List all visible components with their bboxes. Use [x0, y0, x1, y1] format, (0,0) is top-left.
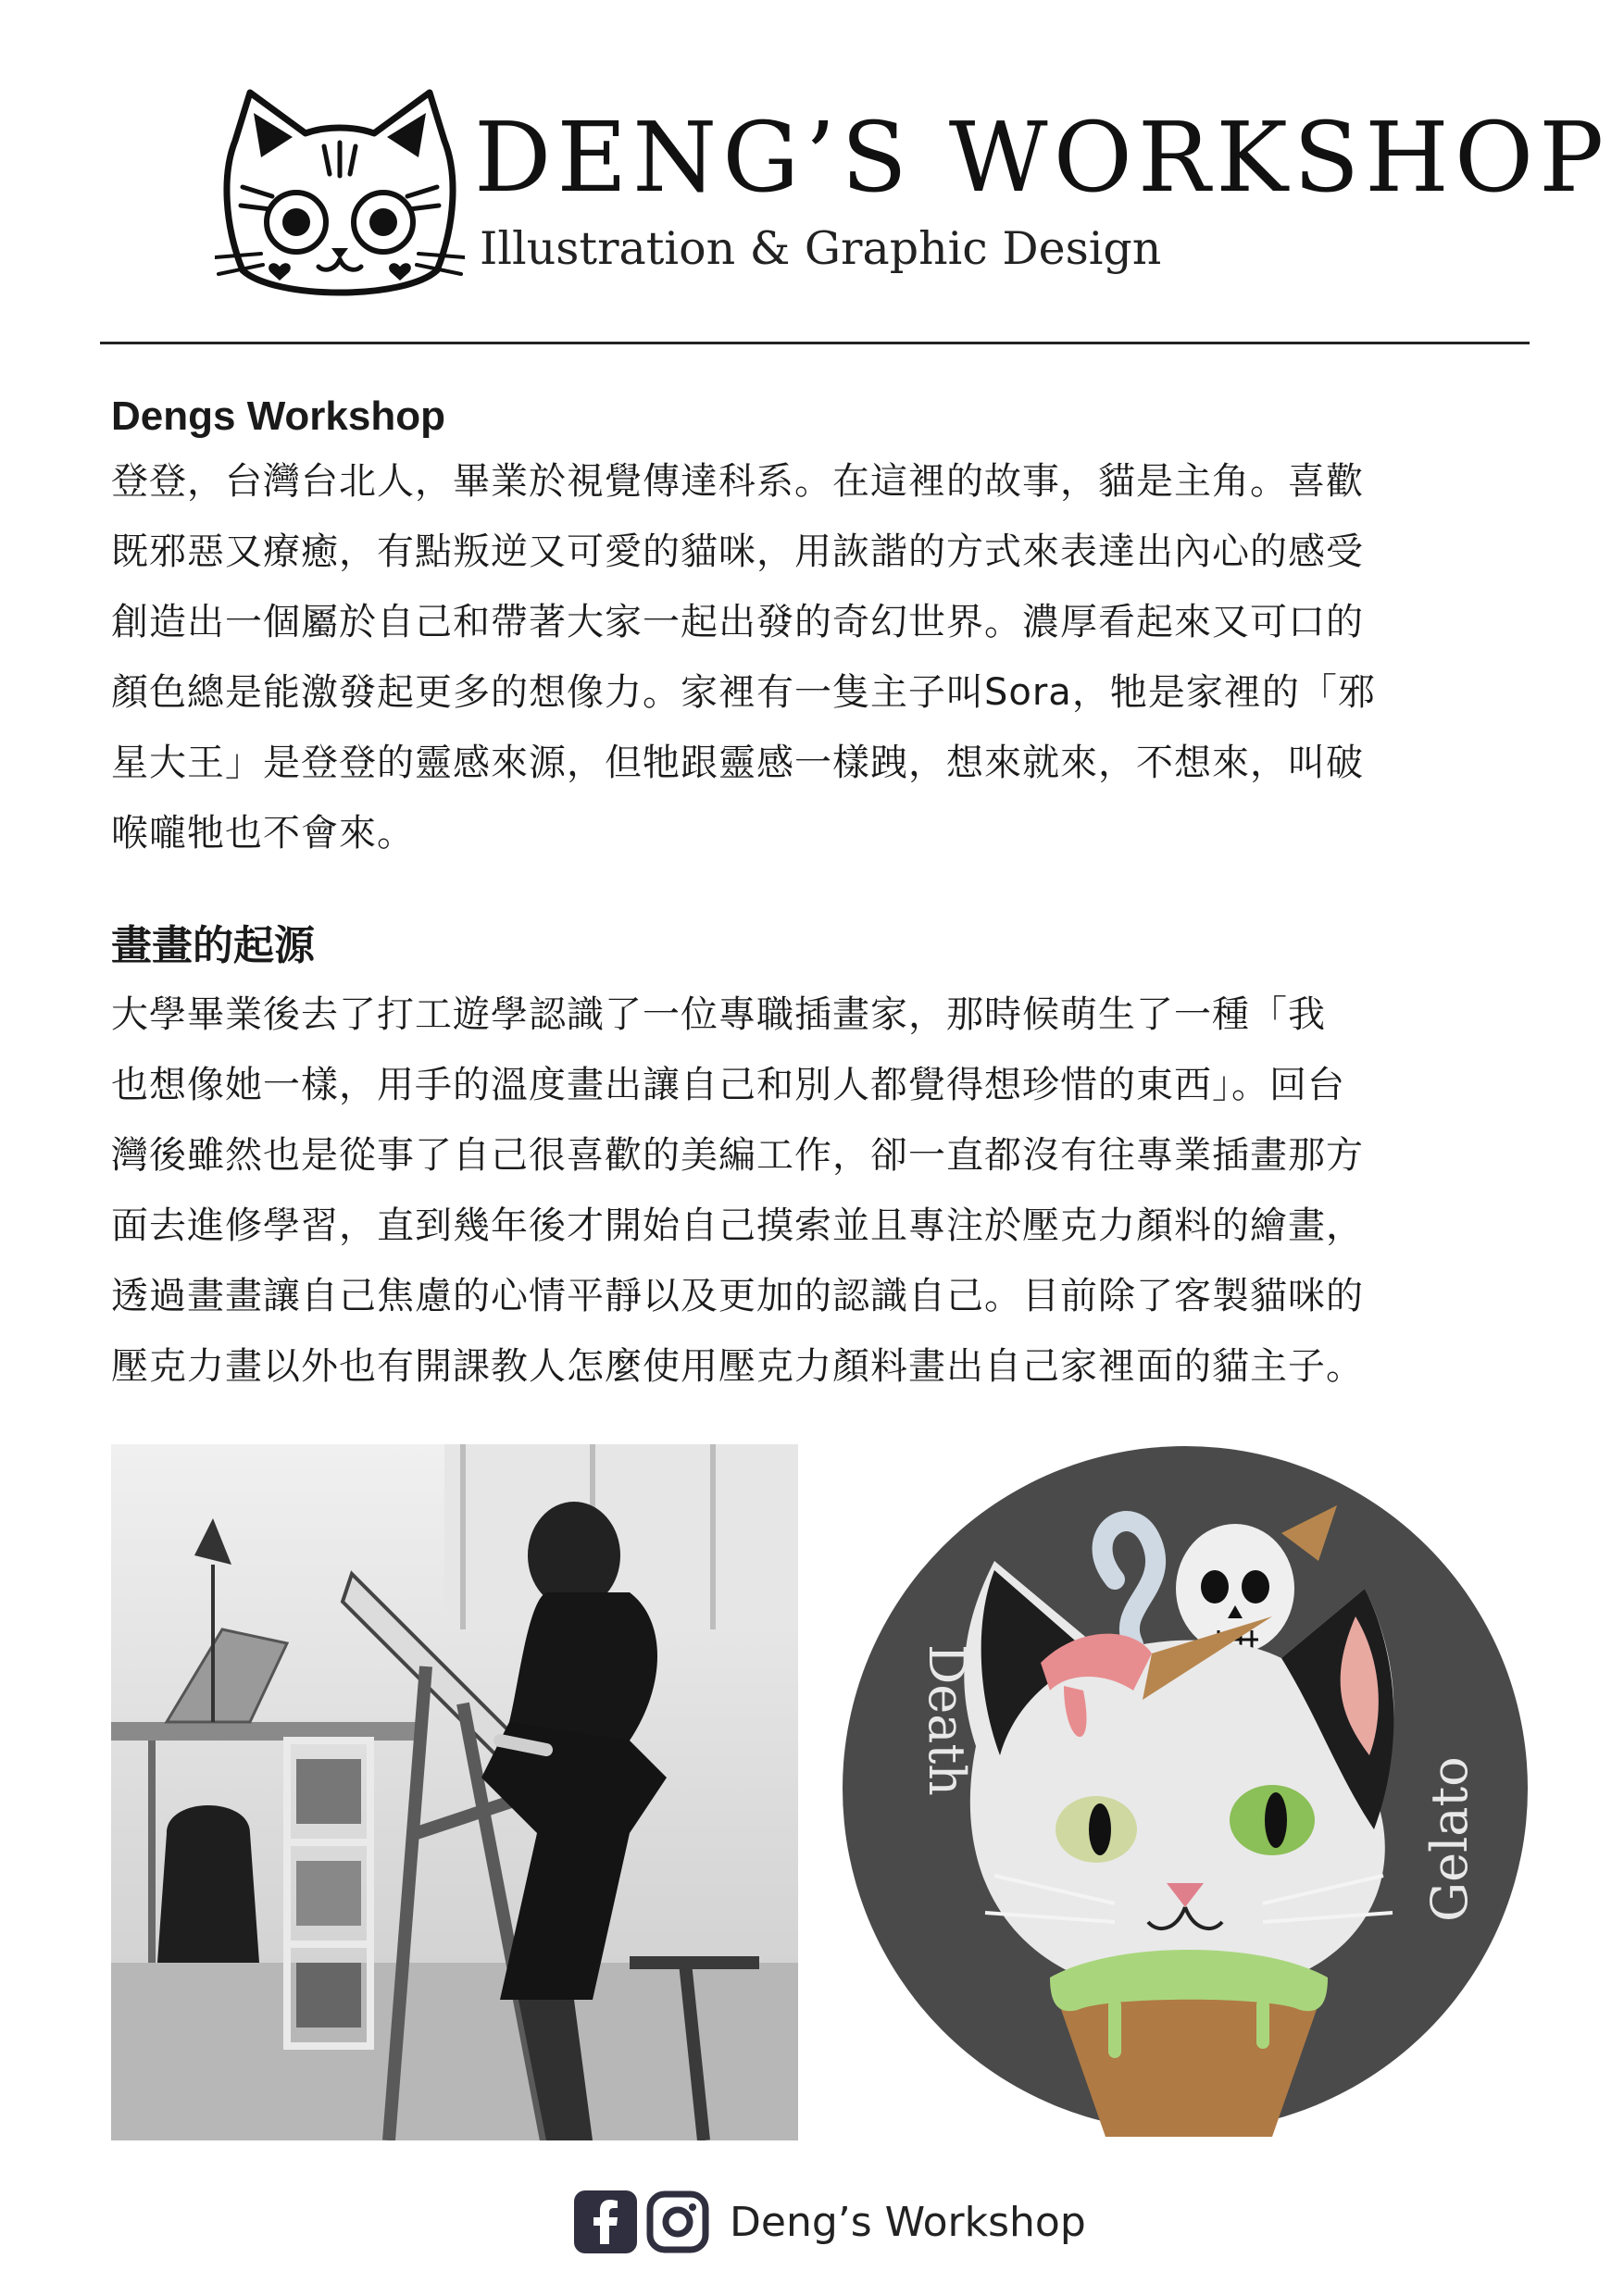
death-gelato-painting [837, 1441, 1533, 2137]
brand-title: DENG’S WORKSHOP [474, 101, 1610, 214]
brand-subtitle: Illustration & Graphic Design [480, 222, 1162, 275]
origin-line: 也想像她一樣，用手的溫度畫出讓自己和別人都覺得想珍惜的東西」。回台 [111, 1064, 1345, 1106]
origin-line: 透過畫畫讓自己焦慮的心情平靜以及更加的認識自己。目前除了客製貓咪的 [111, 1275, 1364, 1317]
painting-text-death: Death [918, 1644, 976, 1796]
intro-line: 星大王」是登登的靈感來源，但牠跟靈感一樣跩，想來就來，不想來，叫破 [111, 742, 1364, 784]
intro-line: 顏色總是能激發起更多的想像力。家裡有一隻主子叫Sora，牠是家裡的「邪 [111, 671, 1376, 714]
header-divider [100, 342, 1530, 344]
social-footer [574, 2185, 1086, 2259]
origin-line: 面去進修學習，直到幾年後才開始自己摸索並且專注於壓克力顏料的繪畫， [111, 1204, 1364, 1247]
origin-paragraph [111, 980, 1518, 1402]
origin-line: 大學畢業後去了打工遊學認識了一位專職插畫家，那時候萌生了一種「我 [111, 993, 1326, 1036]
intro-paragraph [111, 446, 1518, 868]
intro-line: 喉嚨牠也不會來。 [111, 812, 415, 855]
footer-label: Deng’s Workshop [730, 2198, 1086, 2246]
intro-line: 登登，台灣台北人，畢業於視覺傳達科系。在這裡的故事，貓是主角。喜歡 [111, 460, 1364, 503]
origin-line: 壓克力畫以外也有開課教人怎麼使用壓克力顏料畫出自己家裡面的貓主子。 [111, 1345, 1364, 1388]
intro-line: 既邪惡又療癒，有點叛逆又可愛的貓咪，用詼諧的方式來表達出內心的感受 [111, 530, 1364, 573]
intro-heading: Dengs Workshop [111, 393, 446, 439]
painting-text-gelato: Gelato [1420, 1756, 1479, 1922]
intro-line: 創造出一個屬於自己和帶著大家一起出發的奇幻世界。濃厚看起來又可口的 [111, 601, 1364, 643]
origin-line: 灣後雖然也是從事了自己很喜歡的美編工作，卻一直都沒有往專業插畫那方 [111, 1134, 1364, 1177]
origin-heading: 畫畫的起源 [111, 923, 315, 968]
artist-photo [111, 1444, 798, 2140]
cat-logo [215, 85, 465, 307]
instagram-icon[interactable] [646, 2190, 709, 2253]
facebook-icon[interactable] [574, 2190, 637, 2253]
